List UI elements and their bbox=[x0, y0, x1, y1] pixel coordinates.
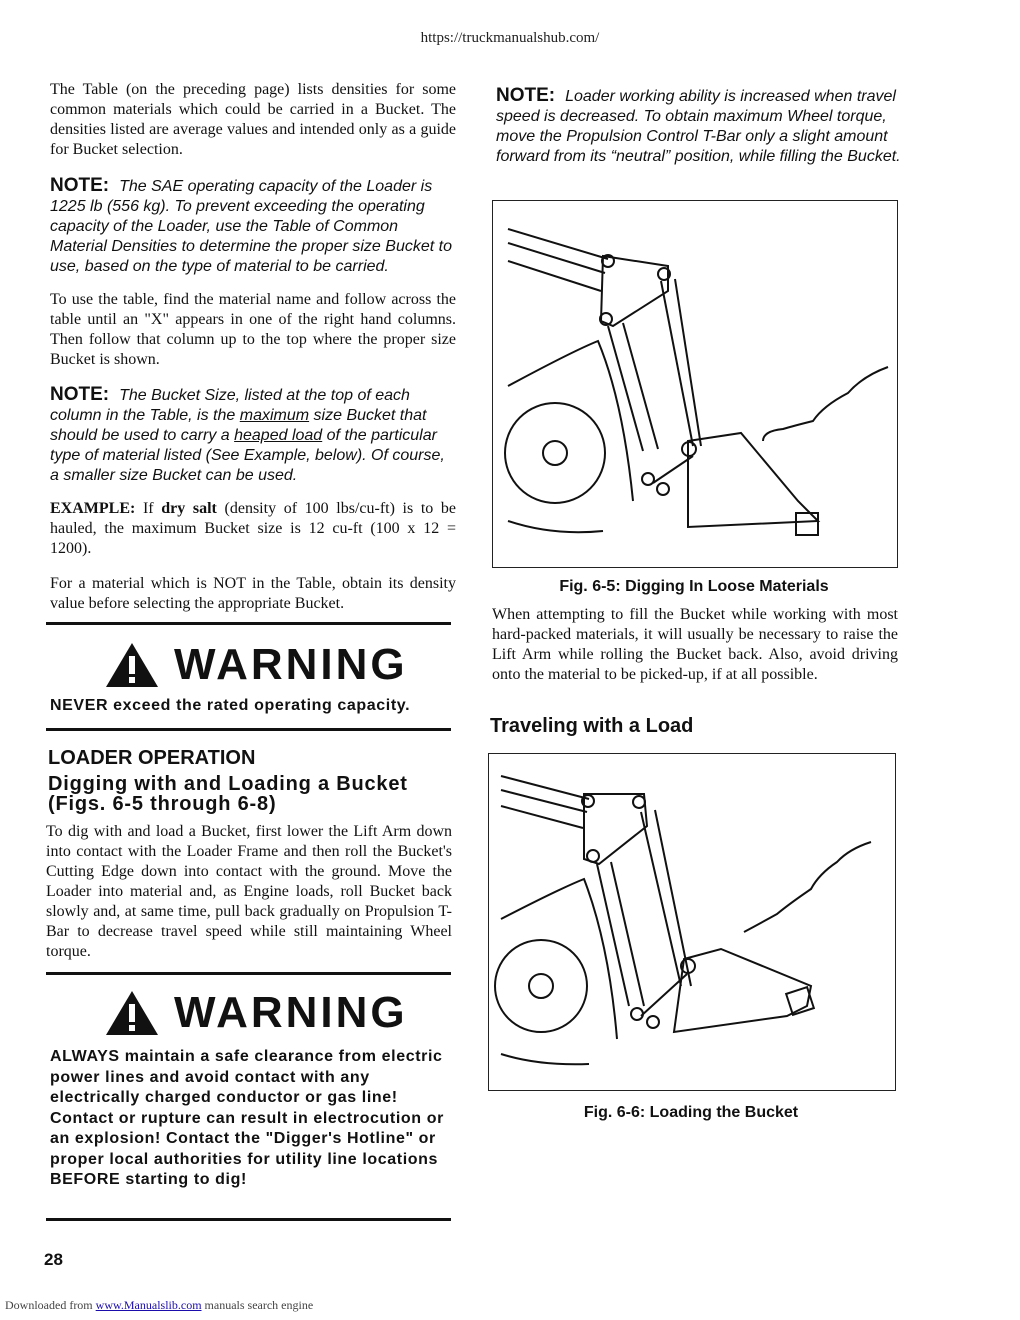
warning-triangle-icon bbox=[104, 989, 160, 1037]
digging-paragraph: To dig with and load a Bucket, first lower the Lift Arm down into contact with the Loader Frame and then roll the Bucket's Cutting Edge down into contact with the ground. Move the Loader into material and, as Engine loads, roll Bucket back slowly and, at same time, pull back gradually on Propulsion T-Bar to decrease travel speed while still maintaining Wheel torque. bbox=[46, 823, 452, 960]
traveling-heading: Traveling with a Load bbox=[490, 715, 694, 737]
figure-digging-loose-materials bbox=[492, 200, 898, 568]
loader-digging-illustration bbox=[493, 201, 897, 567]
warning-text-2: ALWAYS maintain a safe clearance from electric power lines and avoid contact with any electrically charged conductor or gas line! Contact or rupture can result in electrocution or an explosion! Contact the "Digger's Hotline" or proper local authorities for utility line locations BEFORE starting to dig! bbox=[50, 1048, 444, 1188]
example-paragraph bbox=[50, 499, 456, 559]
example-label: EXAMPLE: bbox=[50, 500, 136, 517]
warning2-rule-bottom bbox=[46, 1218, 451, 1221]
note-text-2: size Bucket that should be used to carry a bbox=[50, 407, 427, 444]
note-travel-speed bbox=[496, 86, 906, 167]
footer-prefix: Downloaded from bbox=[5, 1298, 96, 1312]
figure-loading-bucket bbox=[488, 753, 896, 1091]
footer-suffix: manuals search engine bbox=[201, 1298, 314, 1312]
warning-title-1 bbox=[104, 640, 408, 690]
hard-packed-paragraph: When attempting to fill the Bucket while working with most hard-packed materials, it will usually be necessary to raise the Lift Arm while rolling the Bucket back. Also, avoid driving onto the material to be picked-up, if at all possible. bbox=[492, 606, 898, 683]
note-text: The SAE operating capacity of the Loader is 1225 lb (556 kg). To prevent exceeding the operating capacity of the Loader, use the Table of Common Material Densities to determine the proper size Bucket to use, based on the type of material to be carried. bbox=[50, 178, 452, 275]
warning-title-text: WARNING bbox=[174, 640, 408, 689]
source-url: https://truckmanualshub.com/ bbox=[420, 30, 600, 46]
footer-link[interactable]: www.Manualslib.com bbox=[95, 1298, 202, 1312]
warning-rule-bottom bbox=[46, 728, 451, 731]
note-text-3: of the particular type of material listed (See Example, below). Of course, a smaller size Bucket can be used. bbox=[50, 427, 445, 484]
page-number: 28 bbox=[44, 1250, 63, 1269]
note-capacity bbox=[50, 176, 456, 277]
warning-title-2 bbox=[104, 988, 408, 1038]
warning-text-1: NEVER exceed the rated operating capacity. bbox=[50, 697, 411, 714]
note-label: NOTE: bbox=[50, 384, 110, 405]
figure-caption-6-5: Fig. 6-5: Digging In Loose Materials bbox=[559, 578, 829, 595]
warning-title-text: WARNING bbox=[174, 988, 408, 1037]
example-text-1: If bbox=[135, 500, 162, 517]
note-text: Loader working ability is increased when travel speed is decreased. To obtain maximum Wheel torque, move the Propulsion Control T-Bar only a slight amount forward from its “neutral” position, while filling the Bucket. bbox=[496, 88, 901, 165]
table-usage-paragraph: To use the table, find the material name and follow across the table until an "X" appears in one of the right hand columns. Then follow that column up to the top where the proper size Bucket is shown. bbox=[50, 291, 456, 368]
footer-credit bbox=[5, 1298, 313, 1313]
loader-loading-illustration bbox=[489, 754, 895, 1090]
note-underline-maximum: maximum bbox=[239, 407, 310, 424]
note-label: NOTE: bbox=[496, 85, 556, 106]
intro-paragraph: The Table (on the preceding page) lists densities for some common materials which could be carried in a Bucket. The densities listed are average values and intended only as a guide for Bucket selection. bbox=[50, 81, 456, 158]
figure-caption-6-6: Fig. 6-6: Loading the Bucket bbox=[583, 1104, 799, 1121]
note-text-1: The Bucket Size, listed at the top of each column in the Table, is the bbox=[50, 387, 410, 424]
note-bucket-size bbox=[50, 385, 456, 486]
warning2-rule-top bbox=[46, 972, 451, 975]
note-underline-heaped-load: heaped load bbox=[234, 427, 323, 444]
density-paragraph: For a material which is NOT in the Table, obtain its density value before selecting the appropriate Bucket. bbox=[50, 575, 456, 612]
section-title: LOADER OPERATION bbox=[48, 747, 256, 769]
subsection-title: Digging with and Loading a Bucket (Figs. 6-5 through 6-8) bbox=[48, 773, 408, 815]
example-material: dry salt bbox=[161, 500, 217, 517]
warning-rule-top bbox=[46, 622, 451, 625]
example-text-2: (density of 100 lbs/cu-ft) is to be hauled, the maximum Bucket size is 12 cu-ft (100 x 12 = 1200). bbox=[50, 500, 457, 557]
warning-triangle-icon bbox=[104, 641, 160, 689]
note-label: NOTE: bbox=[50, 175, 110, 196]
